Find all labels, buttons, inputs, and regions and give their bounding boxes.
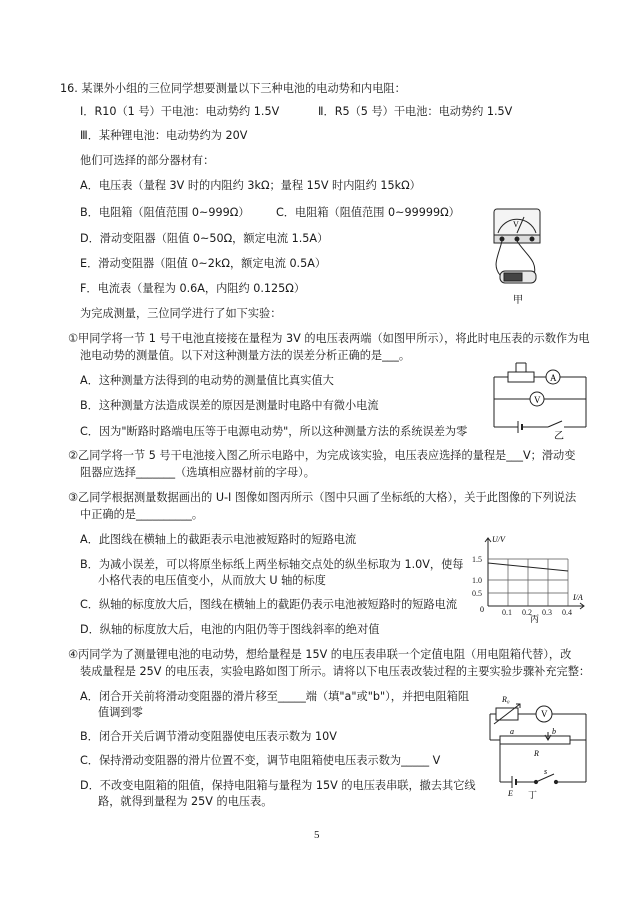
part1-option-c: C．因为"断路时路端电压等于电源电动势"，所以这种测量方法的系统误差为零 — [80, 425, 468, 438]
part3-line2: 中正确的是__________。 — [80, 508, 204, 521]
equipment-e: E．滑动变阻器（阻值 0~2kΩ，额定电流 0.5A） — [80, 257, 327, 270]
part2-line1: ②乙同学将一节 5 号干电池接入图乙所示电路中，为完成该实验，电压表应选择的量程是___V；滑动变 — [68, 449, 576, 462]
y-tick-label: 1.0 — [472, 576, 482, 585]
part1-option-b: B．这种测量方法造成误差的原因是测量时电路中有微小电流 — [80, 399, 379, 412]
r0-label: R₀ — [502, 695, 510, 704]
y-tick-label: 0.5 — [472, 589, 482, 598]
battery-2: Ⅱ．R5（5 号）干电池：电动势约 1.5V — [318, 105, 513, 118]
part3-option-b-line2: 小格代表的电压值变小，从而放大 U 轴的标度 — [98, 574, 326, 587]
figure-ding — [474, 688, 594, 800]
part4-option-d-line1: D．不改变电阻箱的阻值，保持电阻箱与量程为 15V 的电压表串联，撤去其它线 — [80, 779, 476, 792]
part4-option-b: B．闭合开关后调节滑动变阻器使电压表示数为 10V — [80, 730, 337, 743]
part1-line2: 池电动势的测量值。以下对这种测量方法的误差分析正确的是___。 — [80, 349, 411, 362]
yi-voltmeter-label: V — [534, 395, 541, 405]
battery-e-label: E — [508, 789, 513, 798]
x-tick-label: 0.3 — [542, 608, 552, 617]
equipment-c: C．电阻箱（阻值范围 0~99999Ω） — [276, 206, 460, 219]
equipment-a: A．电压表（量程 3V 时的内阻约 3kΩ；量程 15V 时内阻约 15kΩ） — [80, 179, 421, 192]
equipment-intro: 他们可选择的部分器材有： — [80, 154, 215, 167]
part4-line2: 装成量程是 25V 的电压表，实验电路如图丁所示。请将以下电压表改装过程的主要实验步骤补充完整： — [80, 665, 591, 678]
figure-jia-label: 甲 — [513, 295, 523, 306]
equipment-b: B．电阻箱（阻值范围 0~999Ω） — [80, 206, 250, 219]
switch-s-label: s — [544, 767, 548, 776]
figure-yi — [490, 359, 590, 442]
question-intro — [60, 82, 406, 96]
part1-line1: ①甲同学将一节 1 号干电池直接接在量程为 3V 的电压表两端（如图甲所示），将此时电压表的示数作为电 — [68, 332, 590, 345]
figure-jia — [486, 207, 556, 313]
part4-line1: ④丙同学为了测量锂电池的电动势，想给量程是 15V 的电压表串联一个定值电阻（用电阻箱代替），改 — [68, 648, 572, 661]
equipment-d: D．滑动变阻器（阻值 0~50Ω，额定电流 1.5A） — [80, 232, 329, 245]
terminal-a-label: a — [510, 727, 514, 736]
part1-option-a: A．这种测量方法得到的电动势的测量值比真实值大 — [80, 374, 334, 387]
part4-option-a-line2: 值调到零 — [98, 706, 143, 719]
yi-rheostat — [508, 372, 534, 382]
part2-line2: 阻器应选择_______（选填相应器材前的字母）。 — [80, 466, 315, 479]
figure-bing — [472, 532, 592, 624]
battery-3: Ⅲ．某种锂电池：电动势约为 20V — [80, 129, 248, 142]
rheostat-r-label: R — [534, 749, 539, 758]
figure-yi-label: 乙 — [554, 431, 564, 442]
part3-option-a: A．此图线在横轴上的截距表示电池被短路时的短路电流 — [80, 533, 357, 546]
equipment-f: F．电流表（量程为 0.6A，内阻约 0.125Ω） — [80, 282, 306, 295]
part3-option-d: D．纵轴的标度放大后，电池的内阻仍等于图线斜率的绝对值 — [80, 623, 380, 636]
figure-bing-label: 丙 — [530, 614, 540, 624]
battery-1: Ⅰ．R10（1 号）干电池：电动势约 1.5V — [80, 105, 280, 118]
x-tick-label: 0.1 — [502, 608, 512, 617]
question-intro-text: 某课外小组的三位同学想要测量以下三种电池的电动势和内电阻： — [81, 82, 406, 95]
part4-option-d-line2: 路，就得到量程为 25V 的电压表。 — [98, 795, 273, 808]
yi-ammeter-label: A — [550, 373, 557, 383]
page-number: 5 — [314, 829, 320, 841]
part4-option-a-line1: A．闭合开关前将滑动变阻器的滑片移至_____端（填"a"或"b"），并把电阻箱阻 — [80, 690, 470, 703]
jia-meter-label: V — [513, 220, 519, 229]
part4-option-c: C．保持滑动变阻器的滑片位置不变，调节电阻箱使电压表示数为_____ V — [80, 754, 441, 767]
terminal-b-label: b — [552, 727, 556, 736]
part3-line1: ③乙同学根据测量数据画出的 U-I 图像如图丙所示（图中只画了坐标纸的大格），关于此图像的下列说法 — [68, 491, 577, 504]
u-axis-label: U/V — [492, 535, 505, 544]
part3-option-b-line1: B．为减小误差，可以将原坐标纸上两坐标轴交点处的纵坐标取为 1.0V，使每 — [80, 558, 464, 571]
part3-option-c: C．纵轴的标度放大后，图线在横轴上的截距仍表示电池被短路时的短路电流 — [80, 598, 458, 611]
figure-ding-label: 丁 — [528, 790, 538, 800]
x-tick-label: 0.4 — [562, 608, 572, 617]
measurement-intro: 为完成测量，三位同学进行了如下实验： — [80, 307, 282, 320]
ding-rheostat — [500, 736, 570, 744]
ding-voltmeter-label: V — [541, 709, 548, 719]
origin-label: 0 — [480, 605, 484, 614]
question-number: 16. — [60, 82, 78, 95]
i-axis-label: I/A — [573, 593, 583, 602]
y-tick-label: 1.5 — [472, 555, 482, 564]
x-tick-label: 0.2 — [522, 608, 532, 617]
